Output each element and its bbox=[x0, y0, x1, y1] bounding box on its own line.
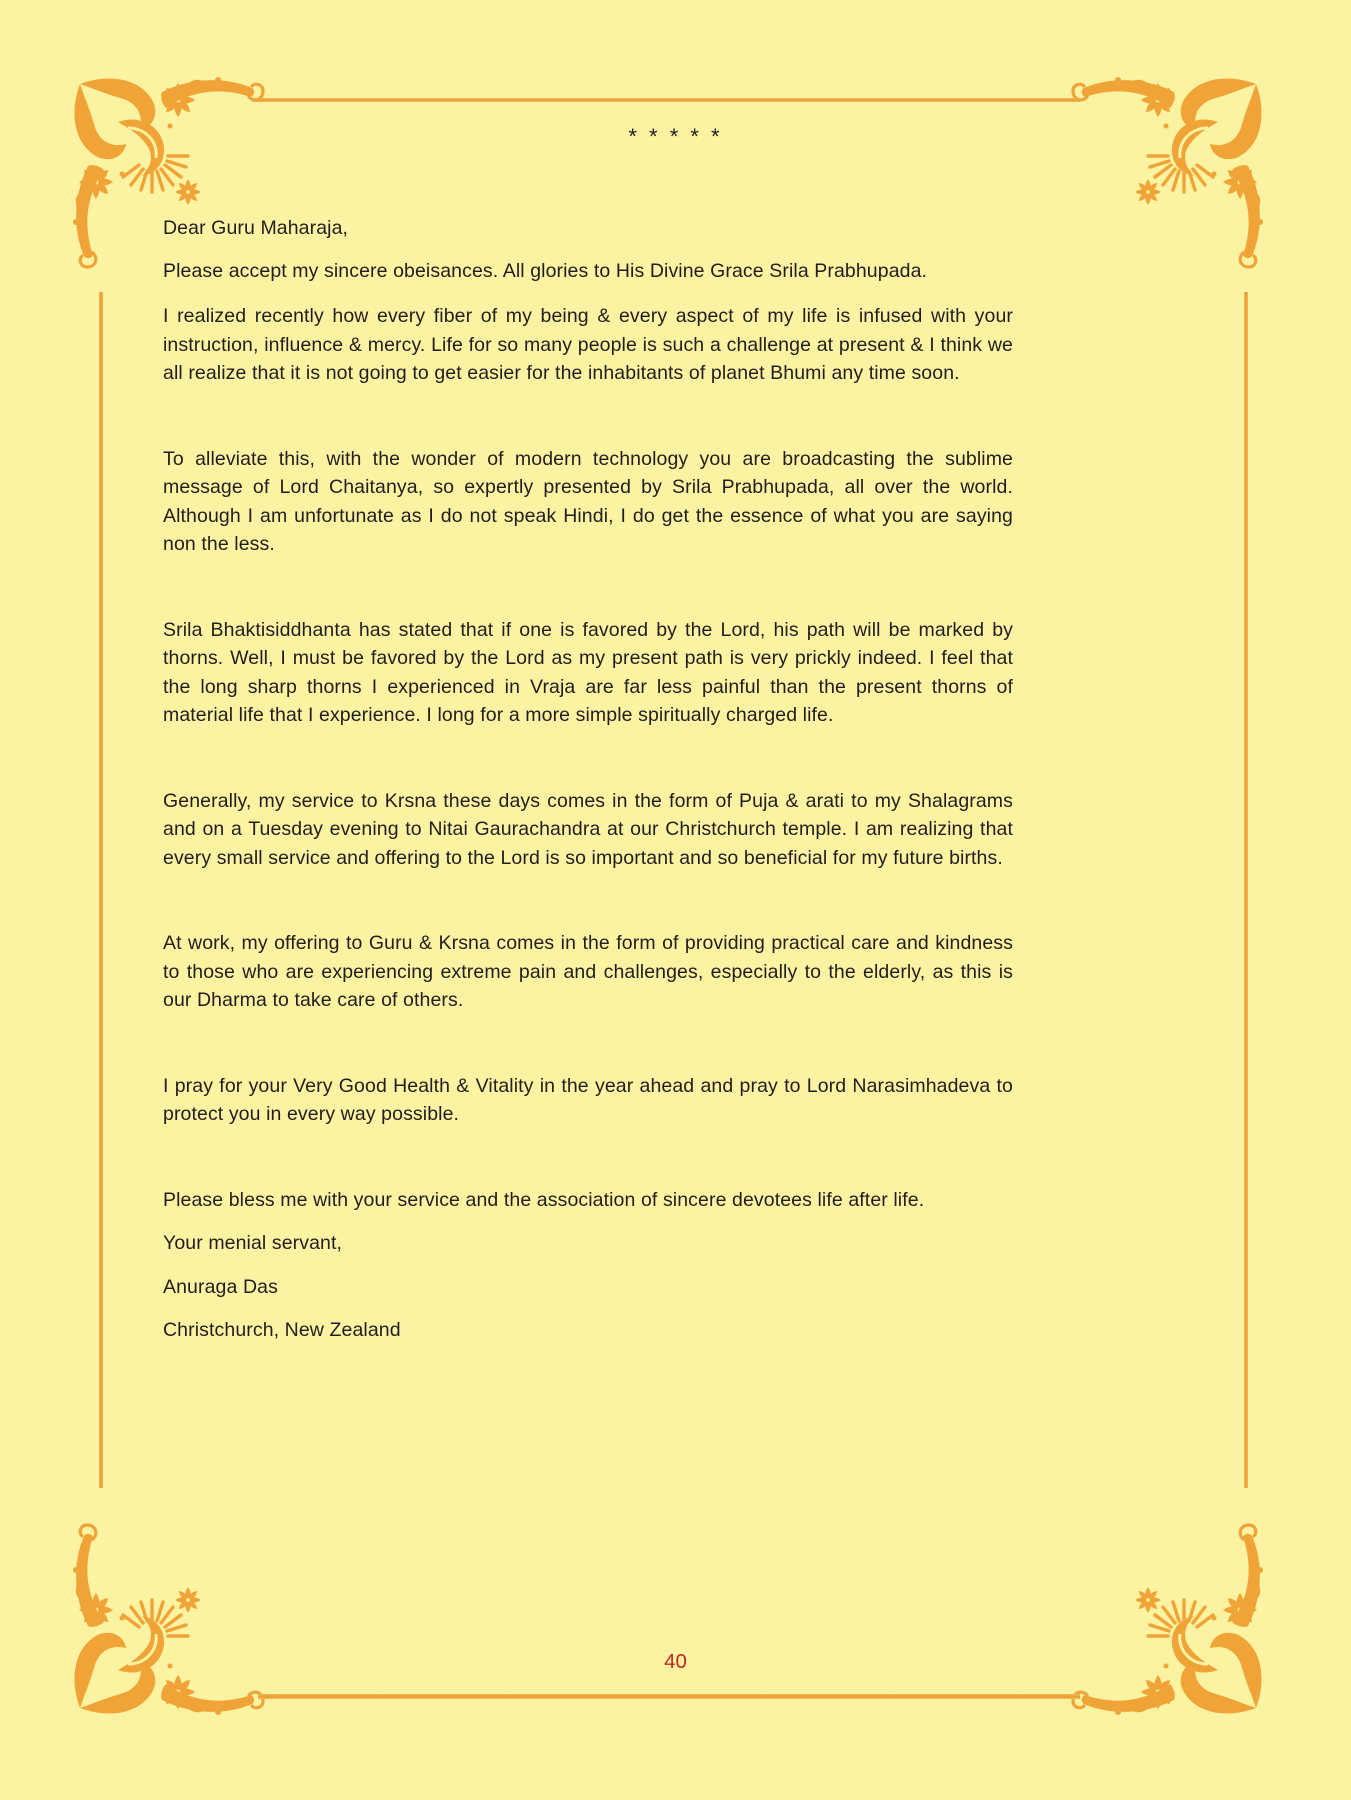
letter-paragraph: To alleviate this, with the wonder of modern technology you are broadcasting the sublime message of Lord Chaitanya, so expertly presented by Srila Prabhupada, all over the world. Although I am unfortunate as I do not speak Hindi, I do get the essence of what you are saying non the less. bbox=[163, 447, 1013, 555]
letter-obeisances-line: Please accept my sincere obeisances. All glories to His Divine Grace Srila Prabhupada. bbox=[163, 259, 928, 282]
letter-signature-location: Christchurch, New Zealand bbox=[163, 1319, 401, 1341]
corner-flourish-icon bbox=[1070, 70, 1270, 310]
border-line-right bbox=[1244, 292, 1248, 1488]
letter-paragraph: Srila Bhaktisiddhanta has stated that if one is favored by the Lord, his path will be marked by thorns. Well, I must be favored by the Lord as my present path is very prickly indeed. I feel that the long sharp thorns I experienced in Vraja are far less painful than the present thorns of material life that I experience. I long for a more simple spiritually charged life. bbox=[163, 618, 1013, 726]
letter-paragraph: Generally, my service to Krsna these days comes in the form of Puja & arati to my Shalagrams and on a Tuesday evening to Nitai Gaurachandra at our Christchurch temple. I am realizing that every small service and offering to the Lord is so important and so beneficial for my future births. bbox=[163, 789, 1013, 869]
letter-paragraph: At work, my offering to Guru & Krsna comes in the form of providing practical care and kindness to those who are experiencing extreme pain and challenges, especially to the elderly, as this is our Dharma to take care of others. bbox=[163, 932, 1013, 1011]
page-number: 40 bbox=[664, 1650, 687, 1673]
letter-paragraph: Please bless me with your service and the association of sincere devotees life after life. bbox=[163, 1188, 925, 1211]
corner-flourish-icon bbox=[1070, 1482, 1270, 1722]
letter-paragraph: I pray for your Very Good Health & Vitality in the year ahead and pray to Lord Narasimhadeva to protect you in every way possible. bbox=[163, 1074, 1013, 1125]
letter-signature-name: Anuraga Das bbox=[163, 1275, 278, 1298]
letter-salutation: Dear Guru Maharaja, bbox=[163, 217, 349, 239]
letter-paragraph: I realized recently how every fiber of my being & every aspect of my life is infused with your instruction, influence & mercy. Life for so many people is such a challenge at present & I think we all realize that it is not going to get easier for the inhabitants of planet Bhumi any time soon. bbox=[163, 305, 1013, 384]
corner-flourish-icon bbox=[66, 1482, 266, 1722]
letter-body bbox=[163, 0, 1013, 1345]
section-divider-stars: * * * * * bbox=[628, 124, 723, 149]
border-line-bottom bbox=[258, 1694, 1080, 1699]
border-line-left bbox=[99, 292, 103, 1488]
letter-closing-line: Your menial servant, bbox=[163, 1232, 343, 1254]
